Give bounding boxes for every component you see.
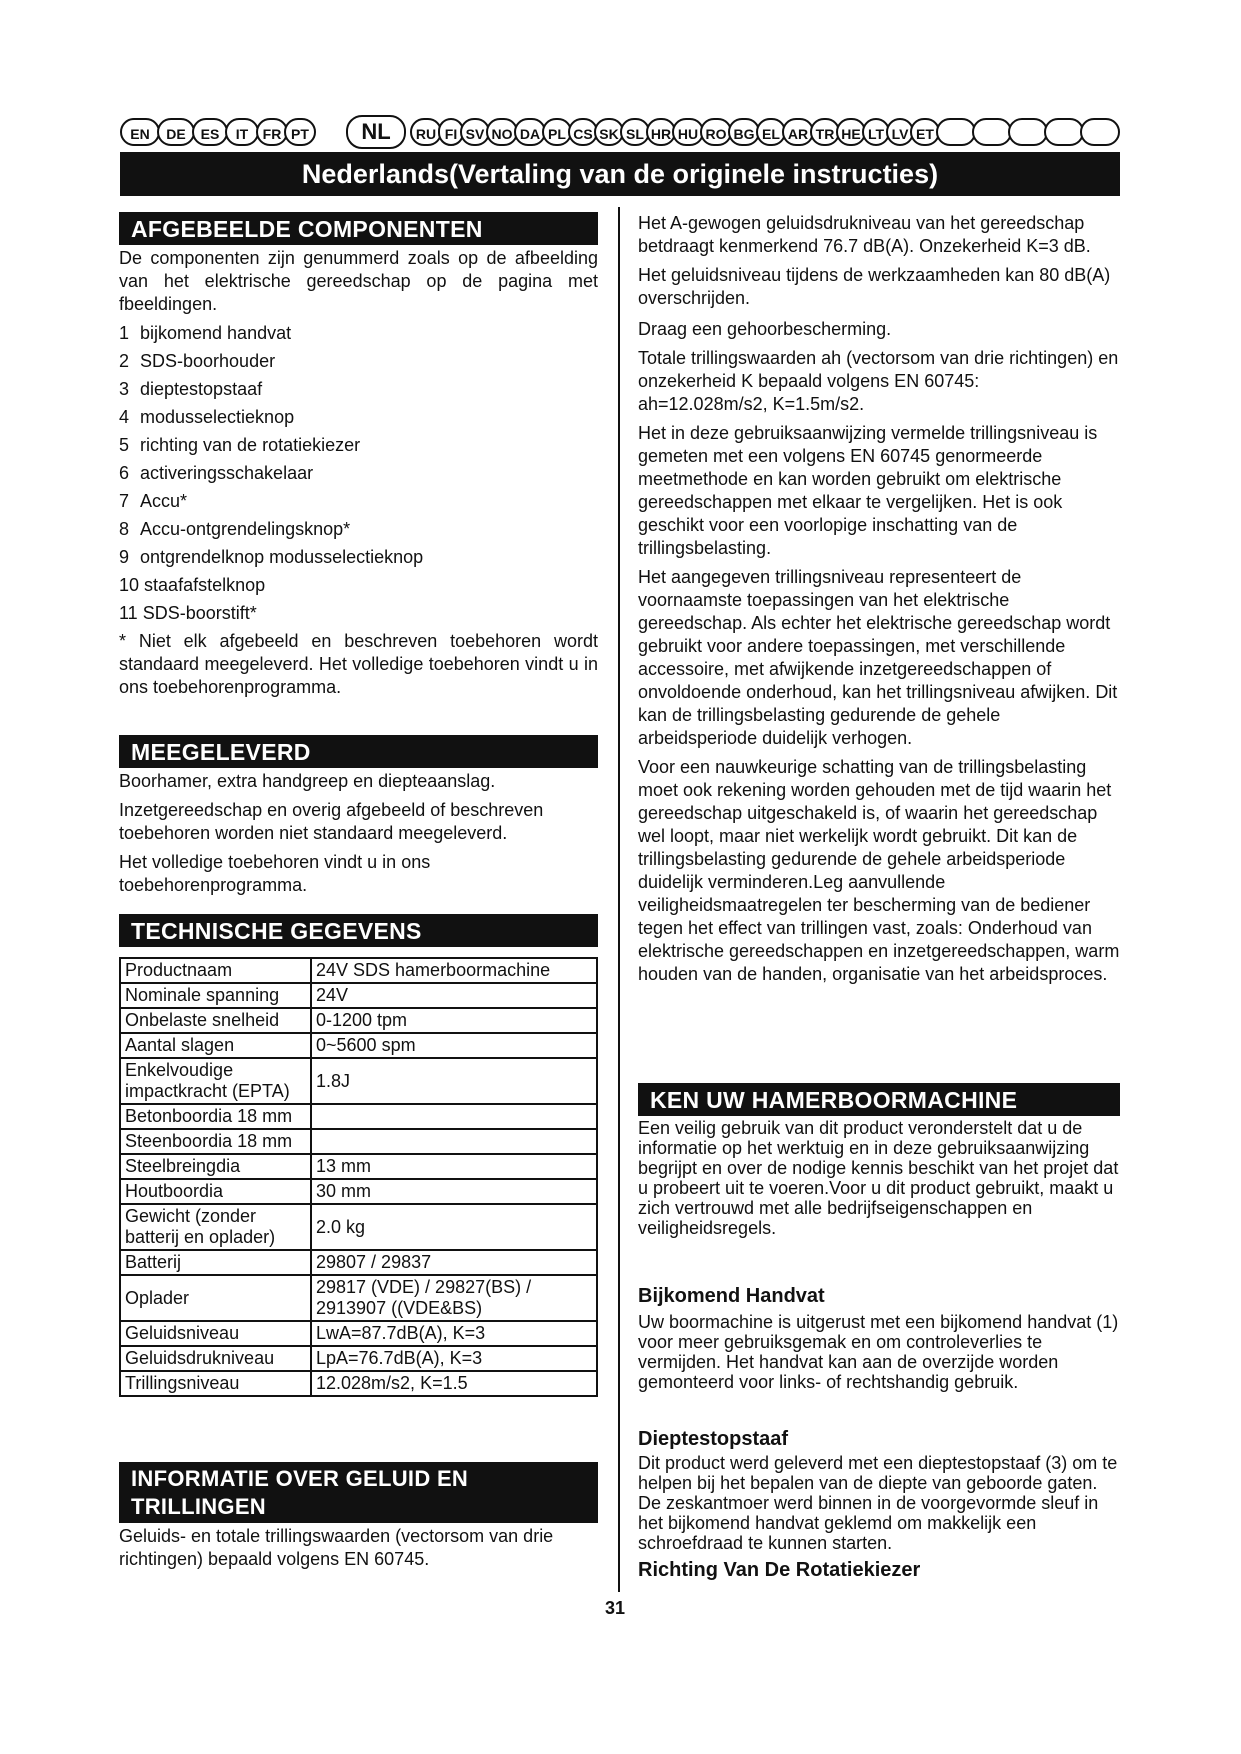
noise-text: Geluids- en totale trillingswaarden (vectorsom van drie richtingen) bepaald volgens EN 60745. bbox=[119, 1526, 554, 1569]
vibration-measure-text: Het in deze gebruiksaanwijzing vermelde trillingsniveau is gemeten met een volgens EN 60745 genormeerde meetmethode en kan worden gebruikt om elektrische gereedschappen met elkaar te vergelijken. Het is ook geschikt voor een voorlopige inschatting van de trillingsbelasting. bbox=[638, 423, 1098, 558]
lang-tab-sv: SV bbox=[460, 118, 490, 146]
know-text: Een veilig gebruik van dit product veronderstelt dat u de informatie op het werktuig en in deze gebruiksaanwijzing begrijpt en over de nodige kennis beschikt van het projet dat u probeert uit te voeren.Voor u dit product gebruikt, maakt u zich vertrouwd met alle bedrijfseigenschappen en veiligheidsregels. bbox=[638, 1118, 1119, 1238]
list-item: 2 SDS-boorhouder bbox=[119, 351, 276, 371]
supplied-text-3: Het volledige toebehoren vindt u in ons toebehorenprogramma. bbox=[119, 852, 431, 895]
lang-tab-ro: RO bbox=[700, 118, 732, 146]
table-row: Oplader 29817 (VDE) / 29827(BS) / 2913907 ((VDE&BS) bbox=[120, 1275, 597, 1321]
list-item: 1 bijkomend handvat bbox=[119, 323, 292, 343]
components-intro: De componenten zijn genummerd zoals op de afbeelding van het elektrische gereedschap op de pagina met fbeeldingen. bbox=[119, 248, 598, 314]
lang-tab-en: EN bbox=[120, 118, 160, 146]
language-tabs bbox=[120, 118, 1120, 148]
list-item: 6 activeringsschakelaar bbox=[119, 463, 314, 483]
table-row: Geluidsniveau LwA=87.7dB(A), K=3 bbox=[120, 1321, 597, 1346]
table-row: Batterij 29807 / 29837 bbox=[120, 1250, 597, 1275]
depth-section bbox=[638, 1428, 1120, 1582]
know-heading: KEN UW HAMERBOORMACHINE bbox=[638, 1083, 1120, 1116]
page-number: 31 bbox=[605, 1598, 626, 1618]
lang-tab-pt: PT bbox=[284, 118, 316, 146]
noise-level-text: Het A-gewogen geluidsdrukniveau van het gereedschap betdraagt kenmerkend 76.7 dB(A). Onzekerheid K=3 dB. bbox=[638, 213, 1091, 256]
lang-tab-fi: FI bbox=[438, 118, 464, 146]
list-item: 7 Accu* bbox=[119, 491, 188, 511]
handle-section bbox=[638, 1285, 1120, 1392]
table-row: Nominale spanning 24V bbox=[120, 983, 597, 1008]
technical-heading: TECHNISCHE GEGEVENS bbox=[119, 914, 598, 947]
handle-title: Bijkomend Handvat bbox=[638, 1285, 825, 1307]
lang-tab-sl: SL bbox=[620, 118, 650, 146]
lang-tab-he: HE bbox=[836, 118, 866, 146]
lang-tab-bg: BG bbox=[728, 118, 760, 146]
table-row: Geluidsdrukniveau LpA=76.7dB(A), K=3 bbox=[120, 1346, 597, 1371]
supplied-text-1: Boorhamer, extra handgreep en diepteaanslag. bbox=[119, 771, 496, 791]
list-item: 3 dieptestopstaaf bbox=[119, 379, 263, 399]
table-row: Enkelvoudige impactkracht (EPTA) 1.8J bbox=[120, 1058, 597, 1104]
lang-tab-empty-5 bbox=[1080, 118, 1120, 146]
spec-table bbox=[119, 957, 598, 1397]
depth-title: Dieptestopstaaf bbox=[638, 1428, 789, 1450]
lang-tab-de: DE bbox=[157, 118, 195, 146]
table-row: Trillingsniveau 12.028m/s2, K=1.5 bbox=[120, 1371, 597, 1396]
table-row: Betonboordia 18 mm bbox=[120, 1104, 597, 1129]
list-item: 8 Accu-ontgrendelingsknop* bbox=[119, 519, 351, 539]
vibration-represent-text: Het aangegeven trillingsniveau representeert de voornaamste toepassingen van het elektrische gereedschap. Als echter het elektrische gereedschap wordt gebruikt voor andere toepassingen, met verschillende accessoire, met afwijkende inzetgereedschappen of onvoldoende onderhoud, kan het trillingsniveau afwijken. Dit kan de trillingsbelasting gedurende de gehele arbeidsperiode duidelijk verhogen. bbox=[638, 567, 1118, 748]
know-section bbox=[638, 1083, 1120, 1238]
lang-tab-empty-3 bbox=[1008, 118, 1048, 146]
vibration-values-result: ah=12.028m/s2, K=1.5m/s2. bbox=[638, 394, 865, 414]
lang-tab-empty-2 bbox=[972, 118, 1012, 146]
noise-section bbox=[119, 1462, 598, 1571]
right-column-top bbox=[638, 212, 1120, 986]
depth-text: Dit product werd geleverd met een dieptestopstaaf (3) om te helpen bij het bepalen van de diepte van geboorde gaten. De zeskantmoer werd binnen in de voorgevormde sleuf in het bijkomend handvat geklemd om makkelijk een schroefdraad te kunnen starten. bbox=[638, 1453, 1118, 1553]
lang-tab-no: NO bbox=[486, 118, 518, 146]
lang-tab-empty-1 bbox=[936, 118, 976, 146]
lang-tab-el: EL bbox=[756, 118, 786, 146]
hearing-protection-text: Draag een gehoorbescherming. bbox=[638, 319, 892, 339]
list-item: 11 SDS-boorstift* bbox=[119, 603, 257, 623]
table-row: Gewicht (zonder batterij en oplader) 2.0 kg bbox=[120, 1204, 597, 1250]
list-item: 4 modusselectieknop bbox=[119, 407, 295, 427]
table-row: Onbelaste snelheid 0-1200 tpm bbox=[120, 1008, 597, 1033]
supplied-text-2: Inzetgereedschap en overig afgebeeld of beschreven toebehoren worden niet standaard meegeleverd. bbox=[119, 800, 544, 843]
lang-tab-da: DA bbox=[514, 118, 546, 146]
column-divider bbox=[618, 207, 620, 1592]
lang-tab-ru: RU bbox=[410, 118, 442, 146]
components-list bbox=[119, 322, 598, 625]
supplied-heading: MEEGELEVERD bbox=[119, 735, 598, 768]
components-note: * Niet elk afgebeeld en beschreven toebehoren wordt standaard meegeleverd. Het volledige toebehoren vindt u in ons toebehorenprogramma. bbox=[119, 631, 598, 697]
table-row: Aantal slagen 0~5600 spm bbox=[120, 1033, 597, 1058]
lang-tab-lt: LT bbox=[862, 118, 890, 146]
lang-tab-ar: AR bbox=[782, 118, 814, 146]
table-row: Steelbreingdia 13 mm bbox=[120, 1154, 597, 1179]
lang-tab-cs: CS bbox=[568, 118, 598, 146]
lang-tab-pl: PL bbox=[542, 118, 572, 146]
lang-tab-hu: HU bbox=[672, 118, 704, 146]
technical-section bbox=[119, 914, 598, 1397]
list-item: 9 ontgrendelknop modusselectieknop bbox=[119, 547, 424, 567]
table-row: Productnaam 24V SDS hamerboormachine bbox=[120, 958, 597, 983]
lang-tab-fr: FR bbox=[256, 118, 288, 146]
page-title: Nederlands(Vertaling van de originele instructies) bbox=[120, 152, 1120, 196]
lang-tab-lv: LV bbox=[886, 118, 914, 146]
lang-tab-empty-4 bbox=[1044, 118, 1084, 146]
lang-tab-tr: TR bbox=[810, 118, 840, 146]
components-section bbox=[119, 212, 598, 699]
lang-tab-hr: HR bbox=[646, 118, 676, 146]
handle-text: Uw boormachine is uitgerust met een bijkomend handvat (1) voor meer gebruiksgemak en om controleverlies te vermijden. Het handvat kan aan de overzijde worden gemonteerd voor links- of rechtshandig gebruik. bbox=[638, 1312, 1119, 1392]
lang-tab-nl: NL bbox=[346, 115, 406, 149]
lang-tab-es: ES bbox=[192, 118, 228, 146]
rotation-title: Richting Van De Rotatiekiezer bbox=[638, 1559, 921, 1581]
table-row: Houtboordia 30 mm bbox=[120, 1179, 597, 1204]
lang-tab-sk: SK bbox=[594, 118, 624, 146]
vibration-estimate-text: Voor een nauwkeurige schatting van de trillingsbelasting moet ook rekening worden gehouden met de tijd waarin het gereedschap uitgeschakeld is, of waarin het gereedschap wel loopt, maar niet werkelijk wordt gebruikt. Dit kan de trillingsbelasting gedurende de gehele arbeidsperiode duidelijk verminderen.Leg aanvullende veiligheidsmaatregelen ter bescherming van de bediener tegen het effect van trillingen vast, zoals: Onderhoud van elektrische gereedschappen en inzetgereedschappen, warm houden van de handen, organisatie van het arbeidsproces. bbox=[638, 757, 1120, 984]
noise-heading: INFORMATIE OVER GELUID EN TRILLINGEN bbox=[119, 1462, 598, 1523]
list-item: 5 richting van de rotatiekiezer bbox=[119, 435, 361, 455]
lang-tab-it: IT bbox=[225, 118, 259, 146]
supplied-section bbox=[119, 735, 598, 897]
vibration-values-text: Totale trillingswaarden ah (vectorsom van drie richtingen) en onzekerheid K bepaald volgens EN 60745: bbox=[638, 348, 1119, 391]
noise-exceed-text: Het geluidsniveau tijdens de werkzaamheden kan 80 dB(A) overschrijden. bbox=[638, 265, 1111, 308]
lang-tab-et: ET bbox=[910, 118, 940, 146]
list-item: 10 staafafstelknop bbox=[119, 575, 266, 595]
components-heading: AFGEBEELDE COMPONENTEN bbox=[119, 212, 598, 245]
table-row: Steenboordia 18 mm bbox=[120, 1129, 597, 1154]
